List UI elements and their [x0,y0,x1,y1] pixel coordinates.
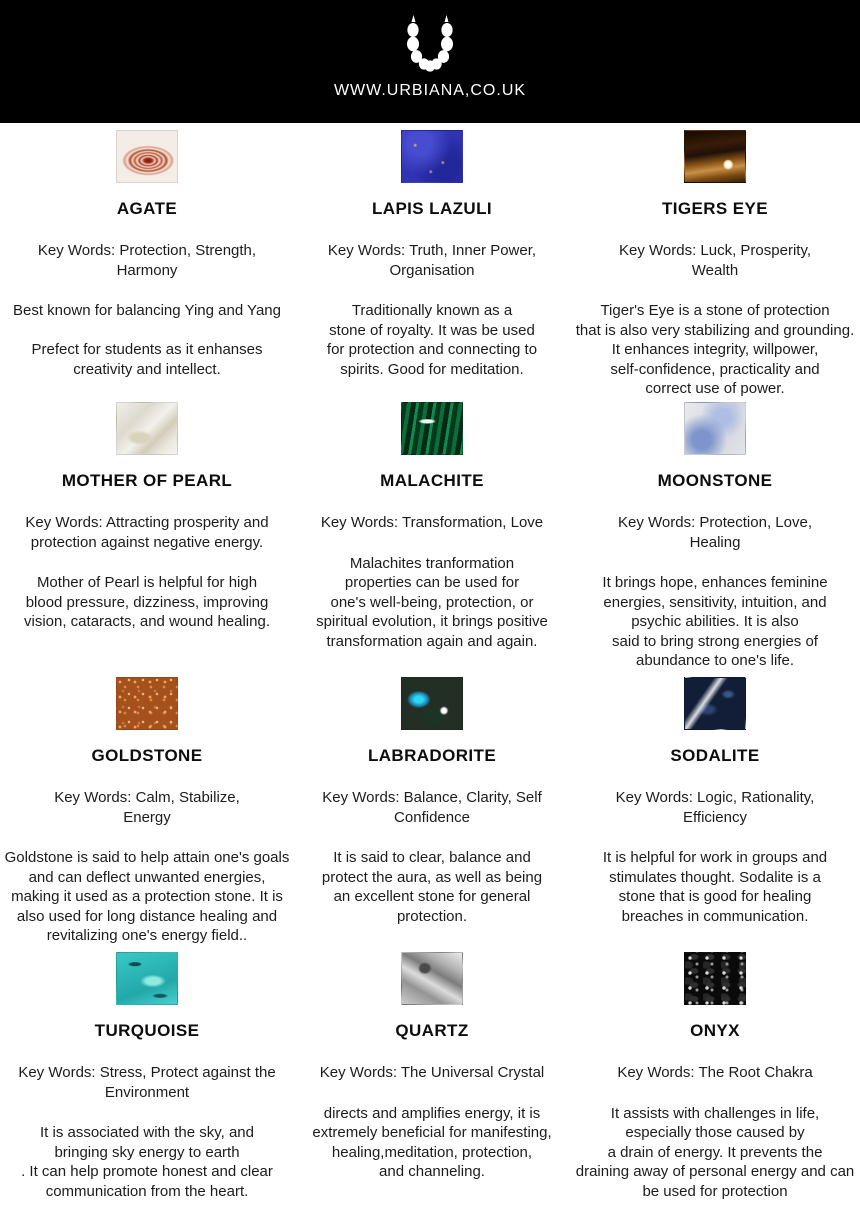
stone-description: It is helpful for work in groups and stimulates thought. Sodalite is a stone that is good for healing breaches in communication. [602,849,828,925]
stone-name: MOONSTONE [657,471,773,490]
stone-name: QUARTZ [395,1021,469,1040]
stone-description: Tiger's Eye is a stone of protection that is also very stabilizing and grounding. It enhances integrity, willpower, self-confidence, practicality and correct use of power. [575,302,855,397]
goldstone-stone-image [116,677,178,730]
stone-name: TURQUOISE [94,1021,200,1040]
stone-name: MALACHITE [380,471,484,490]
stone-name: TIGERS EYE [661,199,769,218]
quartz-stone-image [401,952,463,1005]
stone-description: Mother of Pearl is helpful for high blood pressure, dizziness, improving vision, cataracts, and wound healing. [24,574,270,630]
stone-keywords: Key Words: Balance, Clarity, Self Confidence [322,789,542,826]
stone-card-malachite [294,395,570,670]
stone-card-tigers-eye [570,123,860,395]
stone-keywords: Key Words: The Root Chakra [617,1064,813,1081]
stone-keywords: Key Words: Attracting prosperity and protection against negative energy. [25,514,269,551]
lapis-lazuli-stone-image [401,130,463,183]
stone-description: Malachites tranformation properties can be used for one's well-being, protection, or spiritual evolution, it brings positive transformation again and again. [316,554,548,650]
stone-name: LABRADORITE [367,746,497,765]
stone-description: It is associated with the sky, and bringing sky energy to earth . It can help promote honest and clear communication from the heart. [21,1124,273,1200]
stone-card-quartz [294,945,570,1216]
stone-keywords: Key Words: Transformation, Love [320,514,544,531]
stone-name: LAPIS LAZULI [371,199,492,218]
stone-description: It is said to clear, balance and protect the aura, as well as being an excellent stone for general protection. [321,849,543,925]
stone-name: AGATE [116,199,178,218]
onyx-stone-image [684,952,746,1005]
stone-card-onyx [570,945,860,1216]
stone-description: It brings hope, enhances feminine energies, sensitivity, intuition, and psychic abilities. It is also said to bring strong energies of abundance to one's life. [602,574,828,669]
stone-name: MOTHER OF PEARL [61,471,233,490]
malachite-stone-image [401,402,463,455]
stone-keywords: Key Words: Luck, Prosperity, Wealth [618,242,811,279]
stone-card-goldstone [0,670,294,945]
stone-keywords: Key Words: Protection, Strength, Harmony [37,242,257,279]
stone-name: ONYX [690,1021,740,1040]
stone-name: SODALITE [670,746,760,765]
stone-keywords: Key Words: Logic, Rationality, Efficiency [615,789,815,826]
stone-card-mother-of-pearl [0,395,294,670]
stone-grid [0,123,860,1216]
stone-keywords: Key Words: Protection, Love, Healing [618,514,812,551]
stone-description: Best known for balancing Ying and Yang Prefect for students as it enhanses creativity and intellect. [13,302,281,378]
website-url: WWW.URBIANA,CO.UK [333,82,527,99]
stone-card-lapis-lazuli [294,123,570,395]
sodalite-stone-image [684,677,746,730]
stone-keywords: Key Words: Calm, Stabilize, Energy [54,789,240,826]
stone-card-labradorite [294,670,570,945]
stone-description: directs and amplifies energy, it is extremely beneficial for manifesting, healing,meditation, protection, and channeling. [312,1104,552,1180]
tigers-eye-stone-image [684,130,746,183]
stone-description: Traditionally known as a stone of royalty. It was be used for protection and connecting to spirits. Good for meditation. [326,302,538,378]
stone-name: GOLDSTONE [91,746,203,765]
stone-keywords: Key Words: The Universal Crystal [319,1064,545,1081]
turquoise-stone-image [116,952,178,1005]
moonstone-stone-image [684,402,746,455]
necklace-logo-icon [399,13,461,75]
stone-description: Goldstone is said to help attain one's goals and can deflect unwanted energies, making it used as a protection stone. It is also used for long distance healing and revitalizing one's energy field.. [4,849,290,944]
agate-stone-image [116,130,178,183]
stone-card-turquoise [0,945,294,1216]
labradorite-stone-image [401,677,463,730]
stone-card-agate [0,123,294,395]
header [0,0,860,123]
mother-of-pearl-stone-image [116,402,178,455]
stone-card-sodalite [570,670,860,945]
stone-card-moonstone [570,395,860,670]
stone-keywords: Key Words: Truth, Inner Power, Organisation [327,242,537,279]
stone-description: It assists with challenges in life, especially those caused by a drain of energy. It prevents the draining away of personal energy and can be used for protection [575,1104,855,1200]
stone-keywords: Key Words: Stress, Protect against the Environment [18,1064,276,1101]
